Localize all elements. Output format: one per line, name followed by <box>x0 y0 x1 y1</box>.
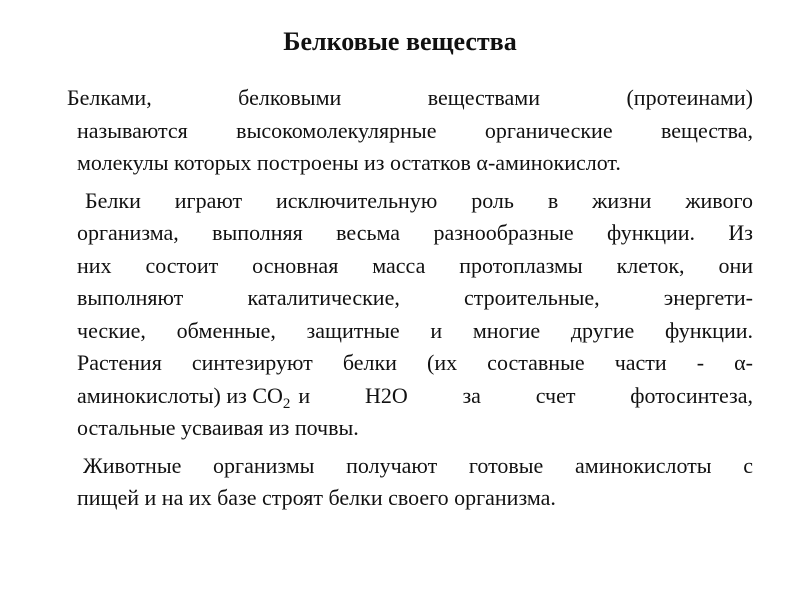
paragraph-1-line-1: Белками, белковыми веществами (протеинами) <box>67 85 753 110</box>
paragraph-2-line-4: выполняют каталитические, строительные, энергети- <box>77 285 753 310</box>
paragraph-2-line-7 <box>77 380 753 413</box>
slide-title: Белковые вещества <box>283 27 517 56</box>
co2-text: аминокислоты) из CO <box>77 382 283 408</box>
slide-body <box>67 82 753 515</box>
paragraph-1 <box>67 82 753 180</box>
paragraph-2-line-1: Белки играют исключительную роль в жизни живого <box>85 187 753 213</box>
paragraph-3-line-2: пищей и на их базе строят белки своего организма. <box>77 485 556 510</box>
paragraph-2-line-7-part-1 <box>77 380 290 413</box>
paragraph-2-line-7-part-2: и H2O за счет фотосинтеза, <box>298 382 753 408</box>
paragraph-3 <box>77 450 753 515</box>
paragraph-2-line-6: Растения синтезируют белки (их составные части - α- <box>77 350 753 375</box>
paragraph-1-line-2: называются высокомолекулярные органические вещества, <box>77 117 753 143</box>
paragraph-2-line-5: ческие, обменные, защитные и многие другие функции. <box>77 317 753 343</box>
paragraph-1-line-3: молекулы которых построены из остатков α-аминокислот. <box>77 150 621 175</box>
paragraph-3-line-1: Животные организмы получают готовые аминокислоты с <box>83 452 753 478</box>
paragraph-2-line-2: организма, выполняя весьма разнообразные функции. Из <box>77 220 753 245</box>
paragraph-2-line-3: них состоит основная масса протоплазмы клеток, они <box>77 252 753 278</box>
paragraph-2 <box>77 185 753 445</box>
co2-subscript: 2 <box>282 395 291 412</box>
paragraph-2-line-8: остальные усваивая из почвы. <box>77 415 359 440</box>
